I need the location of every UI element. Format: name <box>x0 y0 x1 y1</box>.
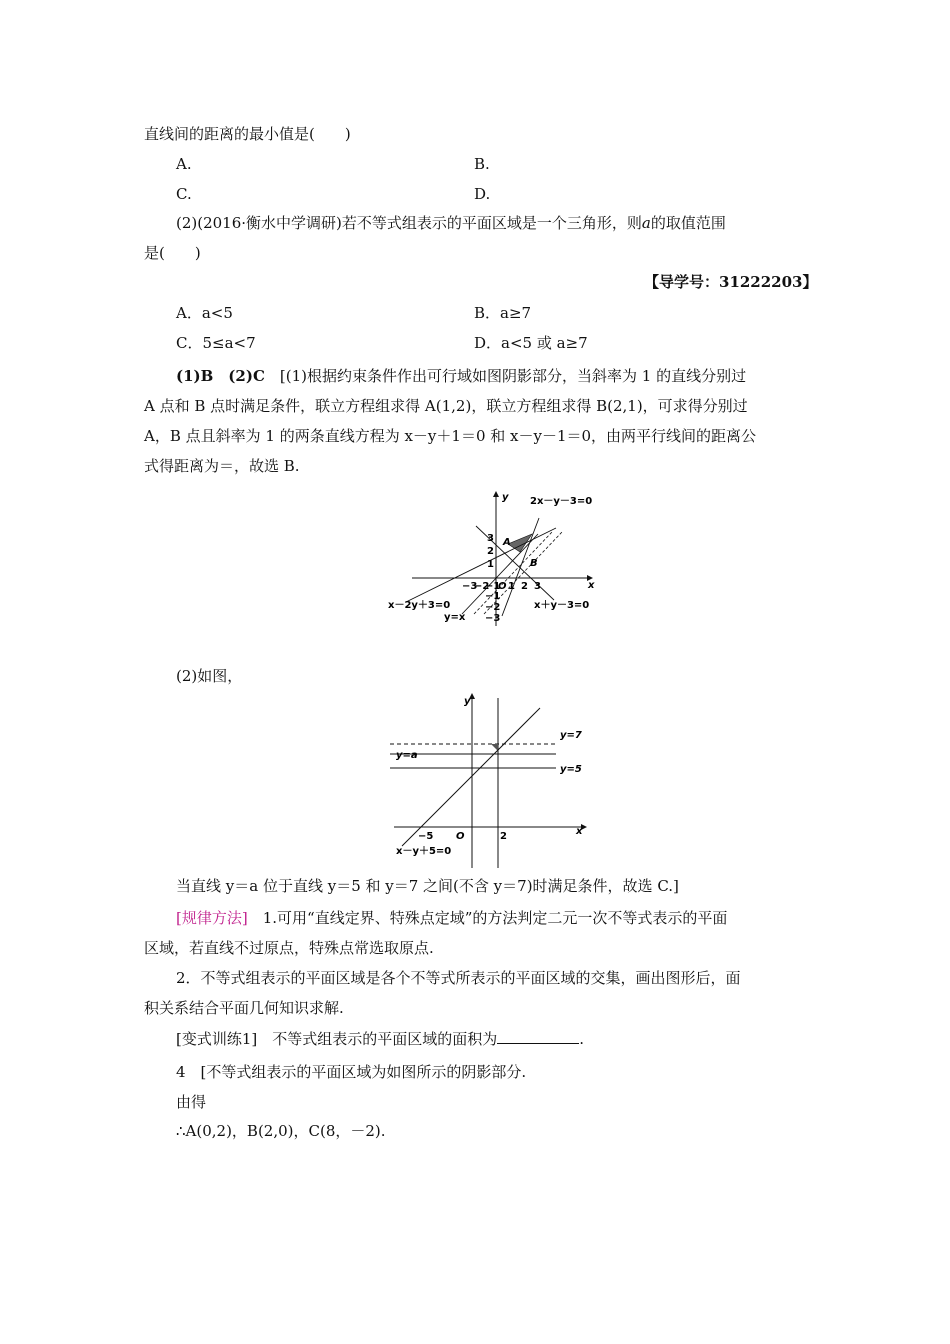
q2-option-a: A．a<5 <box>176 304 233 322</box>
label-x-y-5: x－y＋5=0 <box>396 846 452 857</box>
y-tick-2: 2 <box>487 546 494 557</box>
q2-option-c: C．5≤a<7 <box>176 334 256 352</box>
conclusion: 当直线 y＝a 位于直线 y＝5 和 y＝7 之间(不含 y＝7)时满足条件，故选 C.] <box>176 877 679 895</box>
method-line1 <box>176 908 727 928</box>
solution-line1: 4 [不等式组表示的平面区域为如图所示的阴影部分. <box>176 1063 527 1081</box>
answer-line4: 式得距离为＝，故选 B. <box>144 457 300 475</box>
tick-neg5: −5 <box>418 831 434 842</box>
method-tag: [规律方法] <box>176 909 248 927</box>
q1-option-a: A. <box>176 155 192 173</box>
label-y-x: y=x <box>444 612 466 623</box>
q1-option-b: B. <box>474 155 490 173</box>
label-y-5: y=5 <box>560 764 582 775</box>
shaded-triangle <box>491 744 498 751</box>
answer-blank[interactable] <box>497 1029 579 1044</box>
method-line4: 积关系结合平面几何知识求解. <box>144 999 344 1017</box>
q2-stem-line2: 是( ) <box>144 244 201 262</box>
x-tick-3: 3 <box>534 581 541 592</box>
method-line2: 区域，若直线不过原点，特殊点常选取原点. <box>144 939 434 957</box>
q1-stem-tail: 直线间的距离的最小值是( ) <box>144 125 351 143</box>
q2-option-b: B．a≥7 <box>474 304 532 322</box>
y-tick-3: 3 <box>487 533 494 544</box>
x-tick-1: 1 <box>508 581 515 592</box>
q2-stem-prefix: (2)(2016·衡水中学调研)若不等式组表示的平面区域是一个三角形，则 <box>176 214 642 232</box>
answer-line2: A 点和 B 点时满足条件，联立方程组求得 A(1,2)，联立方程组求得 B(2,1)，可求得分别过 <box>144 397 748 415</box>
x-tick-neg1: −1 <box>485 581 501 592</box>
solution-line3: ∴A(0,2)，B(2,0)，C(8，－2). <box>176 1122 386 1140</box>
figure1-graph <box>384 488 604 628</box>
origin-label: O <box>456 831 465 842</box>
figure1-x-label: x <box>588 580 595 591</box>
q1-option-d: D. <box>474 185 491 203</box>
label-y-7: y=7 <box>560 730 582 741</box>
figure2-graph <box>390 690 600 870</box>
q1-option-c: C. <box>176 185 192 203</box>
method-text-1: 1.可用“直线定界、特殊点定域”的方法判定二元一次不等式表示的平面 <box>262 909 728 927</box>
q2-stem-suffix: 的取值范围 <box>650 214 726 232</box>
answer-line3: A，B 点且斜率为 1 的两条直线方程为 x－y＋1＝0 和 x－y－1＝0，由两平行线间的距离公 <box>144 427 757 445</box>
solution-line2: 由得 <box>176 1093 207 1111</box>
figure2-y-label: y <box>464 696 471 707</box>
variant-tail: . <box>579 1030 585 1048</box>
feasible-region <box>508 534 532 552</box>
figure1-y-label: y <box>502 492 509 503</box>
label-point-a: A <box>503 537 511 548</box>
y-tick-neg3: −3 <box>485 613 501 624</box>
answer-label: (1)B (2)C <box>176 367 265 385</box>
figure2-x-label: x <box>576 826 583 837</box>
q2-option-d: D．a<5 或 a≥7 <box>474 334 588 352</box>
x-tick-neg3: −3 <box>462 581 478 592</box>
label-x-2y-3: x－2y＋3=0 <box>388 600 451 611</box>
line-x-y-5 <box>402 708 540 846</box>
x-tick-2: 2 <box>521 581 528 592</box>
guide-number: 【导学号：31222203】 <box>644 273 818 291</box>
method-line3: 2．不等式组表示的平面区域是各个不等式所表示的平面区域的交集，画出图形后，面 <box>176 969 741 987</box>
x-tick-neg2: −2 <box>474 581 490 592</box>
q2-var-a: a <box>641 214 651 232</box>
label-2x-y-3: 2x－y－3=0 <box>530 496 593 507</box>
label-y-a: y=a <box>396 750 418 761</box>
part2-intro: (2)如图， <box>176 667 243 685</box>
label-x-y-3: x＋y－3=0 <box>534 600 590 611</box>
answer-text-1: [(1)根据约束条件作出可行域如图阴影部分，当斜率为 1 的直线分别过 <box>279 367 747 385</box>
y-tick-neg2: −2 <box>485 602 501 613</box>
label-origin: O <box>498 581 507 592</box>
y-tick-neg1: −1 <box>485 591 501 602</box>
q2-stem <box>176 213 726 233</box>
variant-line <box>176 1029 584 1049</box>
answer-line1 <box>176 366 746 386</box>
y-tick-1: 1 <box>487 559 494 570</box>
variant-label: [变式训练1] 不等式组表示的平面区域的面积为 <box>176 1030 498 1048</box>
label-point-b: B <box>530 558 538 569</box>
tick-2: 2 <box>500 831 507 842</box>
